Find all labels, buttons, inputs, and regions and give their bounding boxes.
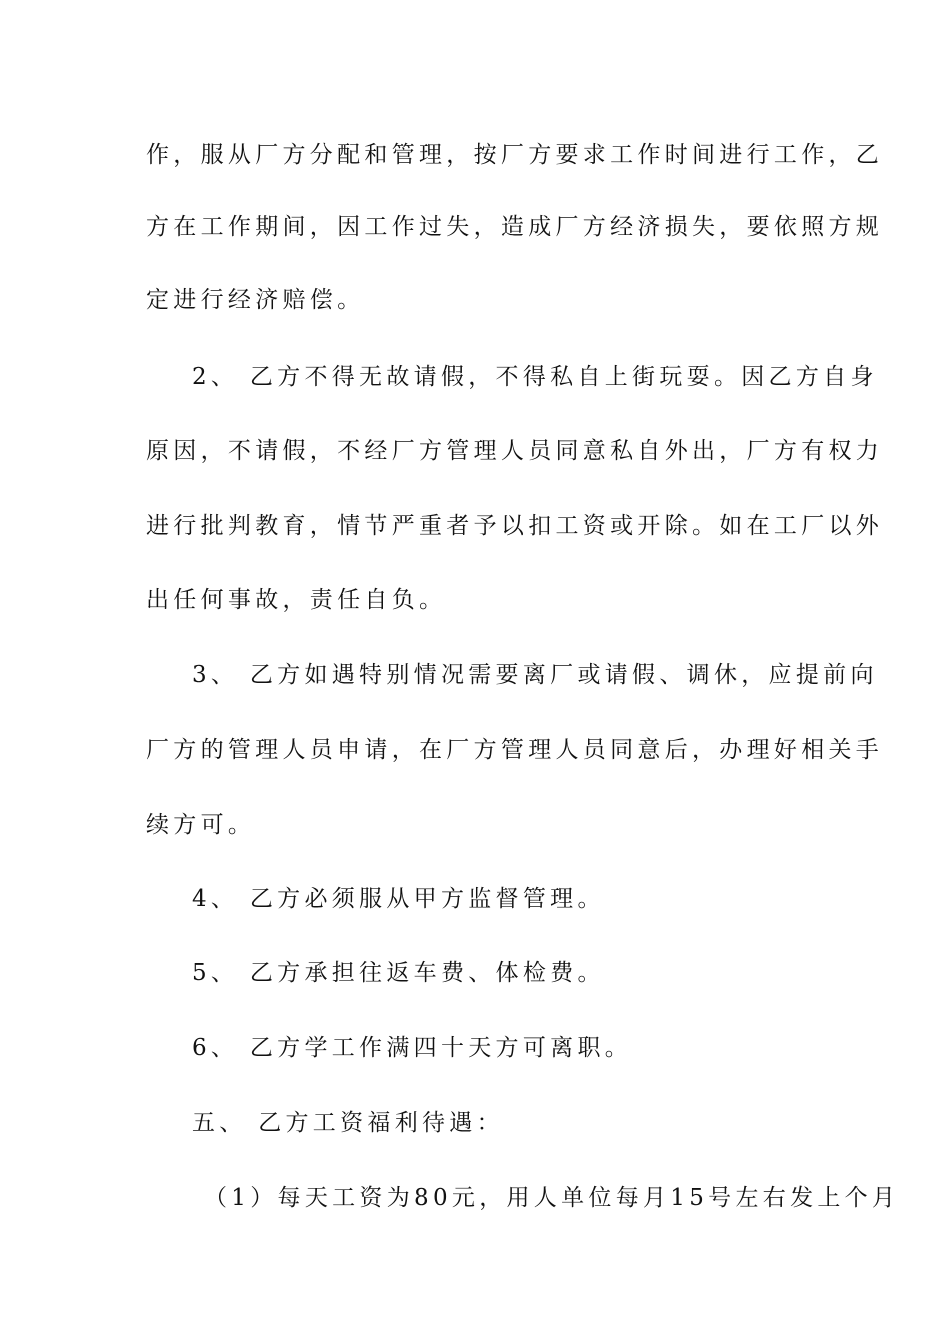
text-line: 5、 乙方承担往返车费、体检费。 bbox=[192, 960, 605, 986]
text-line: 2、 乙方不得无故请假，不得私自上街玩耍。因乙方自身 bbox=[192, 364, 878, 390]
text-line: 进行批判教育，情节严重者予以扣工资或开除。如在工厂以外 bbox=[146, 513, 884, 539]
text-line: 4、 乙方必须服从甲方监督管理。 bbox=[192, 886, 605, 912]
text-line: 6、 乙方学工作满四十天方可离职。 bbox=[192, 1035, 633, 1061]
text-line: （1）每天工资为80元，用人单位每月15号左右发上个月 bbox=[204, 1185, 900, 1211]
text-line: 出任何事故，责任自负。 bbox=[146, 587, 447, 613]
section-heading: 五、 乙方工资福利待遇： bbox=[192, 1110, 504, 1136]
text-line: 厂方的管理人员申请，在厂方管理人员同意后，办理好相关手 bbox=[146, 737, 884, 763]
text-line: 原因，不请假，不经厂方管理人员同意私自外出，厂方有权力 bbox=[146, 438, 884, 464]
text-line: 方在工作期间，因工作过失，造成厂方经济损失，要依照方规 bbox=[146, 214, 884, 240]
text-line: 作，服从厂方分配和管理，按厂方要求工作时间进行工作，乙 bbox=[146, 142, 884, 168]
text-line: 3、 乙方如遇特别情况需要离厂或请假、调休，应提前向 bbox=[192, 662, 878, 688]
text-line: 定进行经济赔偿。 bbox=[146, 287, 365, 313]
text-line: 续方可。 bbox=[146, 812, 256, 838]
